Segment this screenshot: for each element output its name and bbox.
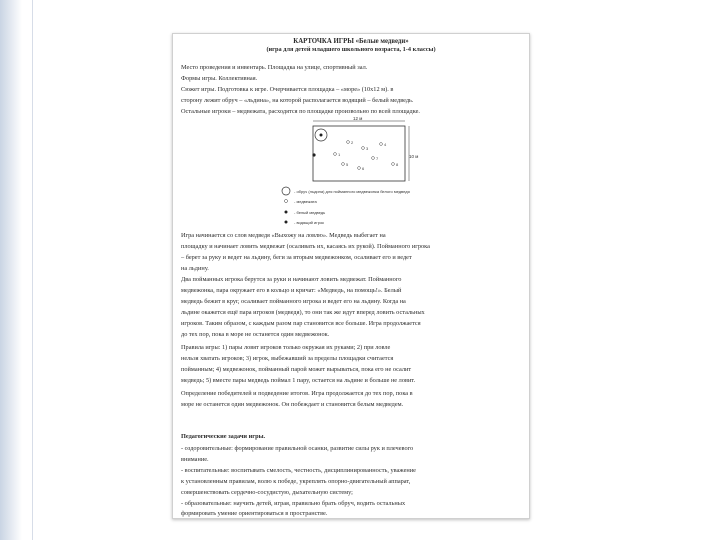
legend-bear-label: - белый медведь: [294, 210, 326, 215]
rules-line: пойманным; 4) медвежонок, пойманный парой может вырываться, пока его не осалит: [181, 366, 412, 373]
body-line: медвежонка, пара окружает его в кольцо и кричат: «Медведь, на помощь!». Белый: [181, 287, 402, 294]
legend-bear-symbol: [285, 211, 288, 214]
legend-leader-symbol: [285, 221, 288, 224]
rules-line: Правила игры: 1) пары ловят игроков только окружая их руками; 2) при ловле: [181, 344, 391, 351]
body-line: Место проведения и инвентарь. Площадка на улице, спортивный зал.: [181, 64, 368, 71]
cub-number: 8: [396, 162, 399, 167]
cub-marker: [392, 163, 395, 166]
cub-number: 2: [351, 140, 354, 145]
body-line: – берет за руку и ведет на льдину, беги за вторым медвежонком, осаливает его и ведет: [181, 254, 412, 261]
cub-marker: [342, 163, 345, 166]
polar-bear-marker: [312, 153, 315, 156]
legend-hoop-symbol: [282, 187, 290, 195]
body-line: игроков. Таким образом, с каждым разом пар становится все больше. Игра продолжается: [181, 320, 421, 327]
document-page: [172, 33, 530, 519]
body-line: Формы игры. Коллективная.: [181, 75, 258, 82]
left-decorative-line: [32, 0, 33, 540]
cub-marker: [358, 167, 361, 170]
cub-number: 4: [384, 142, 387, 147]
cub-number: 6: [362, 166, 365, 171]
cub-marker: [347, 141, 350, 144]
playground-area: [313, 126, 405, 181]
tasks-heading: Педагогические задачи игры.: [181, 433, 266, 440]
body-line: сторону лежит обруч – «льдина», на которой располагается водящий – белый медведь.: [181, 97, 414, 104]
cub-number: 1: [338, 152, 341, 157]
winner-line: море не останется один медвежонок. Он побеждает и становится белым медведем.: [181, 401, 404, 408]
tasks-line: совершенствовать сердечно-сосудистую, дыхательную систему;: [181, 489, 353, 496]
body-line: Остальные игроки – медвежата, расходятся по площадке произвольно по всей площадке.: [181, 108, 421, 115]
body-line: медведь бежит в круг, осаливает пойманного игрока и ведет его на льдину. Когда на: [181, 298, 406, 305]
body-line: на льдину.: [181, 265, 209, 272]
cub-number: 5: [346, 162, 349, 167]
cub-marker: [362, 147, 365, 150]
body-line: площадку и начинает ловить медвежат (осаливать их, касаясь их рукой). Пойманного игрока: [181, 243, 430, 250]
width-dimension-label: 12 м: [353, 116, 363, 121]
body-line: Сюжет игры. Подготовка к игре. Очерчивается площадка – «море» (10х12 м). в: [181, 86, 394, 93]
document-subtitle: (игра для детей младшего школьного возраста, 1-4 классы): [266, 46, 436, 53]
cub-marker: [372, 157, 375, 160]
rules-line: нельзя хватать игроков; 3) игрок, выбежавший за пределы площадки считается: [181, 355, 394, 362]
body-line: льдине окажется ещё пара игроков (медведя), то они так же идут вперед ловить остальных: [181, 309, 425, 316]
hoop-ice-floe: [315, 129, 327, 141]
body-line: Два пойманных игрока берутся за руки и начинают ловить медвежат. Пойманного: [181, 276, 402, 283]
body-line: до тех пор, пока в море не останется один медвежонок.: [181, 331, 330, 338]
tasks-line: - оздоровительные: формирование правильной осанки, развитие силы рук и плечевого: [181, 445, 414, 452]
document-title: КАРТОЧКА ИГРЫ «Белые медведи»: [293, 38, 409, 45]
cub-marker: [380, 143, 383, 146]
legend-cub-label: - медвежата: [294, 199, 317, 204]
tasks-line: к установленным правилам, волю к победе, укреплять опорно-двигательный аппарат,: [181, 478, 411, 485]
winner-line: Определение победителей и подведение итогов. Игра продолжается до тех пор, пока в: [181, 390, 413, 397]
rules-line: медведь; 5) вместе пары медведь поймал 1 пару, остается на льдине и больше не ловит.: [181, 377, 416, 384]
tasks-line: внимание.: [181, 456, 209, 463]
cub-marker: [334, 153, 337, 156]
tasks-line: формировать умение ориентироваться в пространстве.: [181, 510, 328, 517]
tasks-line: - воспитательные: воспитывать смелость, честность, дисциплинированность, уважение: [181, 467, 416, 474]
body-line: Игра начинается со слов медведя «Выхожу на ловлю». Медведь выбегает на: [181, 232, 386, 239]
polar-bear-marker: [320, 134, 323, 137]
tasks-line: - образовательные: научить детей, играя, правильно брать обруч, водить остальных: [181, 500, 406, 507]
left-decorative-gradient: [0, 0, 22, 540]
height-dimension-label: 10 м: [409, 154, 419, 159]
legend-hoop-label: - обруч (льдина) для пойманного медвежонка белого медведя: [294, 189, 410, 194]
legend-cub-symbol: [285, 200, 288, 203]
cub-number: 3: [366, 146, 369, 151]
cub-number: 7: [376, 156, 379, 161]
legend-leader-label: - водящий игрок: [294, 220, 324, 225]
